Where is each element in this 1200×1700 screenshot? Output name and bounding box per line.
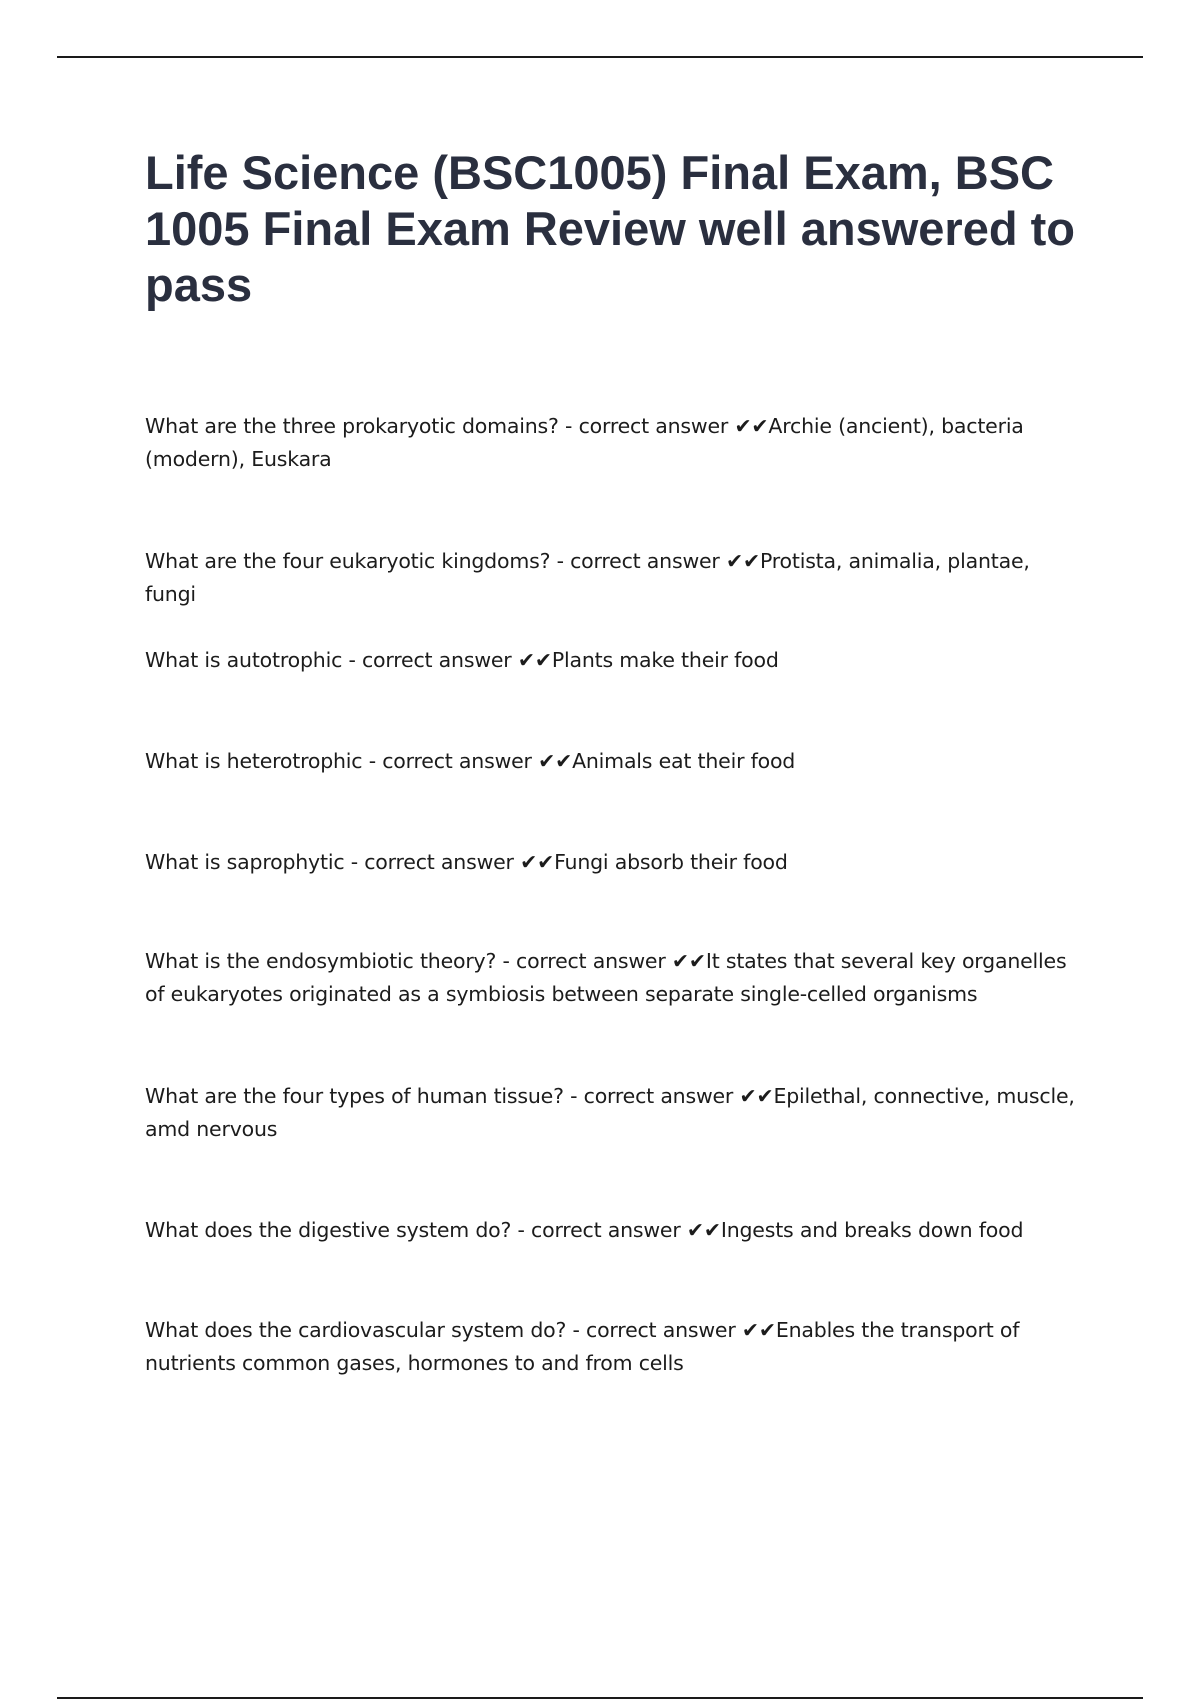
check-icon: ✔✔ (719, 549, 760, 573)
footer-rule (57, 1697, 1143, 1699)
answer-text: It states that several key organelles of eukaryotes originated as a symbiosis between separate single-celled organisms (145, 949, 1067, 1006)
separator: - (511, 1218, 532, 1242)
question-text: What is autotrophic (145, 648, 343, 672)
check-icon: ✔✔ (735, 1318, 776, 1342)
question-text: What are the four eukaryotic kingdoms? (145, 549, 551, 573)
answer-label: correct answer (586, 1318, 736, 1342)
header-rule (57, 56, 1143, 58)
answer-text: Protista, animalia, plantae, fungi (145, 549, 1030, 606)
answer-label: correct answer (583, 1084, 734, 1108)
separator: - (563, 1084, 584, 1108)
check-icon: ✔✔ (665, 949, 706, 973)
qa-item (145, 846, 1085, 879)
answer-label: correct answer (578, 414, 729, 438)
qa-item (145, 1314, 1085, 1380)
separator: - (566, 1318, 587, 1342)
separator: - (550, 549, 571, 573)
qa-item (145, 545, 1085, 611)
qa-item (145, 644, 1085, 677)
question-text: What does the cardiovascular system do? (145, 1318, 567, 1342)
qa-item (145, 1214, 1085, 1247)
answer-label: correct answer (531, 1218, 681, 1242)
qa-item (145, 1080, 1085, 1146)
question-text: What are the four types of human tissue? (145, 1084, 564, 1108)
question-text: What are the three prokaryotic domains? (145, 414, 559, 438)
question-text: What is the endosymbiotic theory? (145, 949, 497, 973)
question-text: What does the digestive system do? (145, 1218, 512, 1242)
separator: - (342, 648, 362, 672)
answer-text: Archie (ancient), bacteria (modern), Euskara (145, 414, 1024, 471)
question-text: What is heterotrophic (145, 749, 363, 773)
separator: - (344, 850, 365, 874)
qa-item (145, 745, 1085, 778)
qa-item (145, 945, 1085, 1011)
answer-label: correct answer (570, 549, 720, 573)
answer-label: correct answer (361, 648, 512, 672)
question-text: What is saprophytic (145, 850, 345, 874)
answer-text: Animals eat their food (572, 749, 796, 773)
answer-text: Epilethal, connective, muscle, amd nervous (145, 1084, 1075, 1141)
answer-label: correct answer (516, 949, 666, 973)
answer-text: Enables the transport of nutrients common gases, hormones to and from cells (145, 1318, 1020, 1375)
answer-text: Ingests and breaks down food (720, 1218, 1024, 1242)
answer-text: Plants make their food (551, 648, 779, 672)
separator: - (558, 414, 579, 438)
separator: - (496, 949, 517, 973)
separator: - (362, 749, 383, 773)
check-icon: ✔✔ (531, 749, 573, 773)
check-icon: ✔✔ (513, 850, 555, 874)
check-icon: ✔✔ (511, 648, 552, 672)
check-icon: ✔✔ (733, 1084, 774, 1108)
check-icon: ✔✔ (728, 414, 769, 438)
answer-label: correct answer (382, 749, 532, 773)
answer-text: Fungi absorb their food (554, 850, 788, 874)
check-icon: ✔✔ (680, 1218, 721, 1242)
qa-item (145, 410, 1085, 476)
answer-label: correct answer (364, 850, 514, 874)
page-title: Life Science (BSC1005) Final Exam, BSC 1005 Final Exam Review well answered to pass (145, 146, 1075, 311)
